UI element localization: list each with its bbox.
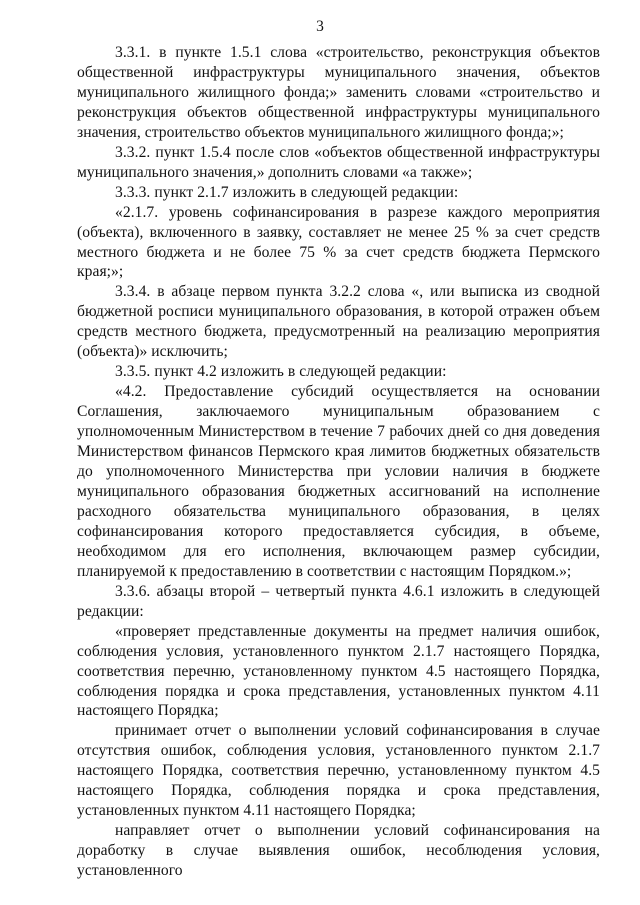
paragraph-checks-documents: «проверяет представленные документы на предмет наличия ошибок, соблюдения условия, установленного пунктом 2.1.7 настоящего Порядка, соответствия перечню, установленному пунктом 4.5 настоящего Порядка, соблюдения порядка и срока представления, установленных пунктом 4.11 настоящего Порядка; [77,622,600,720]
page-number: 3 [316,18,324,35]
paragraph-4-2-text: «4.2. Предоставление субсидий осуществляется на основании Соглашения, заключаемого муниципальным образованием с уполномоченным Министерством в течение 7 рабочих дней со дня доведения Министерством финансов Пермского края лимитов бюджетных обязательств до уполномоченного Министерства при условии наличия в бюджете муниципального образования бюджетных ассигнований на исполнение расходного обязательства муниципального образования, в целях софинансирования которого предоставляется субсидия, в объеме, необходимом для его исполнения, включающем размер субсидии, планируемой к предоставлению в соответствии с настоящим Порядком.»; [77,383,600,580]
paragraph-3-3-6: 3.3.6. абзацы второй – четвертый пункта 4.6.1 изложить в следующей редакции: [77,582,600,620]
paragraph-2-1-7-text: «2.1.7. уровень софинансирования в разрезе каждого мероприятия (объекта), включенного в заявку, составляет не менее 25 % за счет средств местного бюджета и не более 75 % за счет средств бюджета Пермского края;»; [77,203,600,281]
paragraph-3-3-1: 3.3.1. в пункте 1.5.1 слова «строительство, реконструкция объектов общественной инфраструктуры муниципального значения, объектов муниципального жилищного фонда;» заменить словами «строительство и реконструкция объектов общественной инфраструктуры муниципального значения, строительство объектов муниципального жилищного фонда;»; [77,44,600,141]
paragraph-3-3-4: 3.3.4. в абзаце первом пункта 3.2.2 слова «, или выписка из сводной бюджетной росписи муниципального образования, в которой отражен объем средств местного бюджета, предусмотренный на реализацию мероприятия (объекта)» исключить; [77,283,600,361]
paragraph-3-3-3: 3.3.3. пункт 2.1.7 изложить в следующей редакции: [115,183,459,201]
paragraph-3-3-2: 3.3.2. пункт 1.5.4 после слов «объектов общественной инфраструктуры муниципального значения,» дополнить словами «а также»; [77,143,600,181]
paragraph-3-3-5: 3.3.5. пункт 4.2 изложить в следующей редакции: [115,363,447,381]
paragraph-accepts-report: принимает отчет о выполнении условий софинансирования в случае отсутствия ошибок, соблюдения условия, установленного пунктом 2.1.7 настоящего Порядка, соответствия перечню, установленному пунктом 4.5 настоящего Порядка, соблюдения порядка и срока представления, установленных пунктом 4.11 настоящего Порядка; [77,722,600,820]
document-body [77,43,600,881]
paragraph-sends-report: направляет отчет о выполнении условий софинансирования на доработку в случае выявления ошибок, несоблюдения условия, установленного [77,822,600,880]
